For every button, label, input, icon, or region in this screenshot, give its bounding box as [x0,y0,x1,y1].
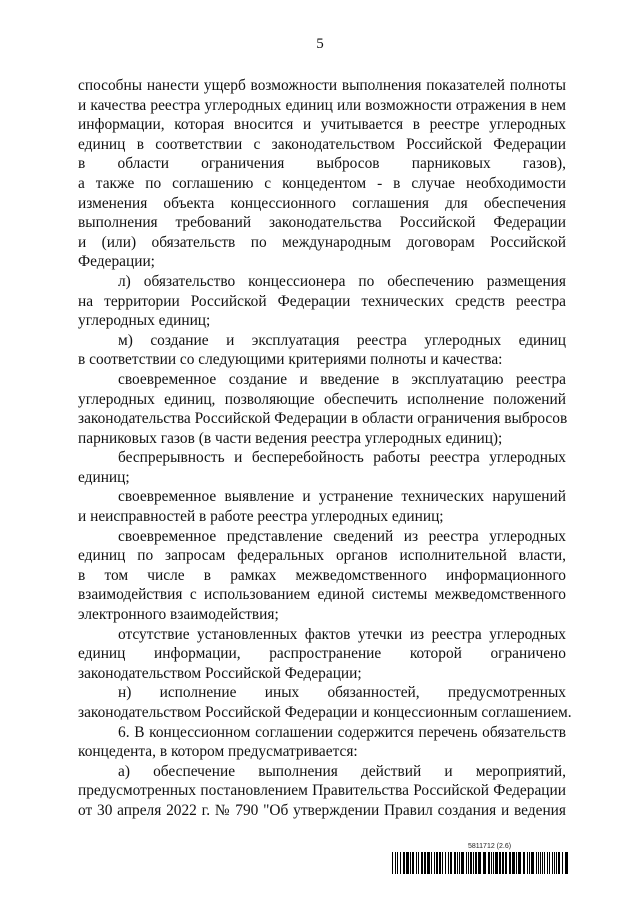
barcode [392,852,568,874]
text-line: л) обязательство концессионера по обеспечению размещения [118,272,566,290]
text-line: изменения объекта концессионного соглашения для обеспечения [78,194,566,212]
text-line: в том числе в рамках межведомственного информационного [78,566,566,584]
text-line: в области ограничения выбросов парниковых газов), [78,155,566,173]
text-line: отсутствие установленных фактов утечки из реестра углеродных [118,625,566,643]
text-line: концедента, в котором предусматривается: [78,743,358,761]
document-body [78,76,572,821]
text-line: м) создание и эксплуатация реестра углеродных единиц [118,331,566,349]
text-line: единиц по запросам федеральных органов исполнительной власти, [78,547,566,565]
text-line: углеродных единиц; [78,312,211,330]
text-line: единиц информации, распространение которой ограничено [78,645,566,663]
text-line: своевременное представление сведений из реестра углеродных [118,527,566,545]
text-line: и неисправностей в работе реестра углеродных единиц; [78,508,444,526]
text-line: 6. В концессионном соглашении содержится перечень обязательств [118,723,566,741]
text-line: от 30 апреля 2022 г. № 790 "Об утверждении Правил создания и ведения [78,801,566,819]
text-line: а также по соглашению с концедентом - в случае необходимости [78,174,566,192]
text-line: единиц в соответствии с законодательством Российской Федерации [78,135,566,153]
text-line: Федерации; [78,253,155,271]
text-line: н) исполнение иных обязанностей, предусмотренных [118,684,566,702]
page-number: 5 [316,36,324,52]
text-line: парниковых газов (в части ведения реестра углеродных единиц); [78,429,503,447]
text-line: информации, которая вносится и учитывается в реестре углеродных [78,116,566,134]
text-line: законодательством Российской Федерации и концессионным соглашением. [78,704,572,721]
text-line: и качества реестра углеродных единиц или возможности отражения в нем [78,96,566,114]
text-line: беспрерывность и бесперебойность работы реестра углеродных [118,449,566,467]
text-line: единиц; [78,468,130,486]
text-line: предусмотренных постановлением Правительства Российской Федерации [78,782,566,800]
text-line: углеродных единиц, позволяющие обеспечить исполнение положений [78,390,566,408]
text-line: своевременное выявление и устранение технических нарушений [118,488,566,506]
text-line: на территории Российской Федерации технических средств реестра [78,292,566,310]
text-line: законодательством Российской Федерации; [78,664,362,682]
text-line: электронного взаимодействия; [78,606,279,624]
text-line: законодательства Российской Федерации в области ограничения выбросов [78,410,568,428]
text-line: и (или) обязательств по международным договорам Российской [78,233,566,251]
text-line: а) обеспечение выполнения действий и мероприятий, [118,762,566,780]
text-line: своевременное создание и введение в эксплуатацию реестра [118,370,566,388]
text-line: взаимодействия с использованием единой системы межведомственного [78,586,566,604]
document-code: 5811712 (2.6) [468,843,512,850]
text-line: способны нанести ущерб возможности выполнения показателей полноты [78,77,566,94]
text-line: выполнения требований законодательства Российской Федерации [78,214,566,232]
text-line: в соответствии со следующими критериями полноты и качества: [78,351,503,369]
